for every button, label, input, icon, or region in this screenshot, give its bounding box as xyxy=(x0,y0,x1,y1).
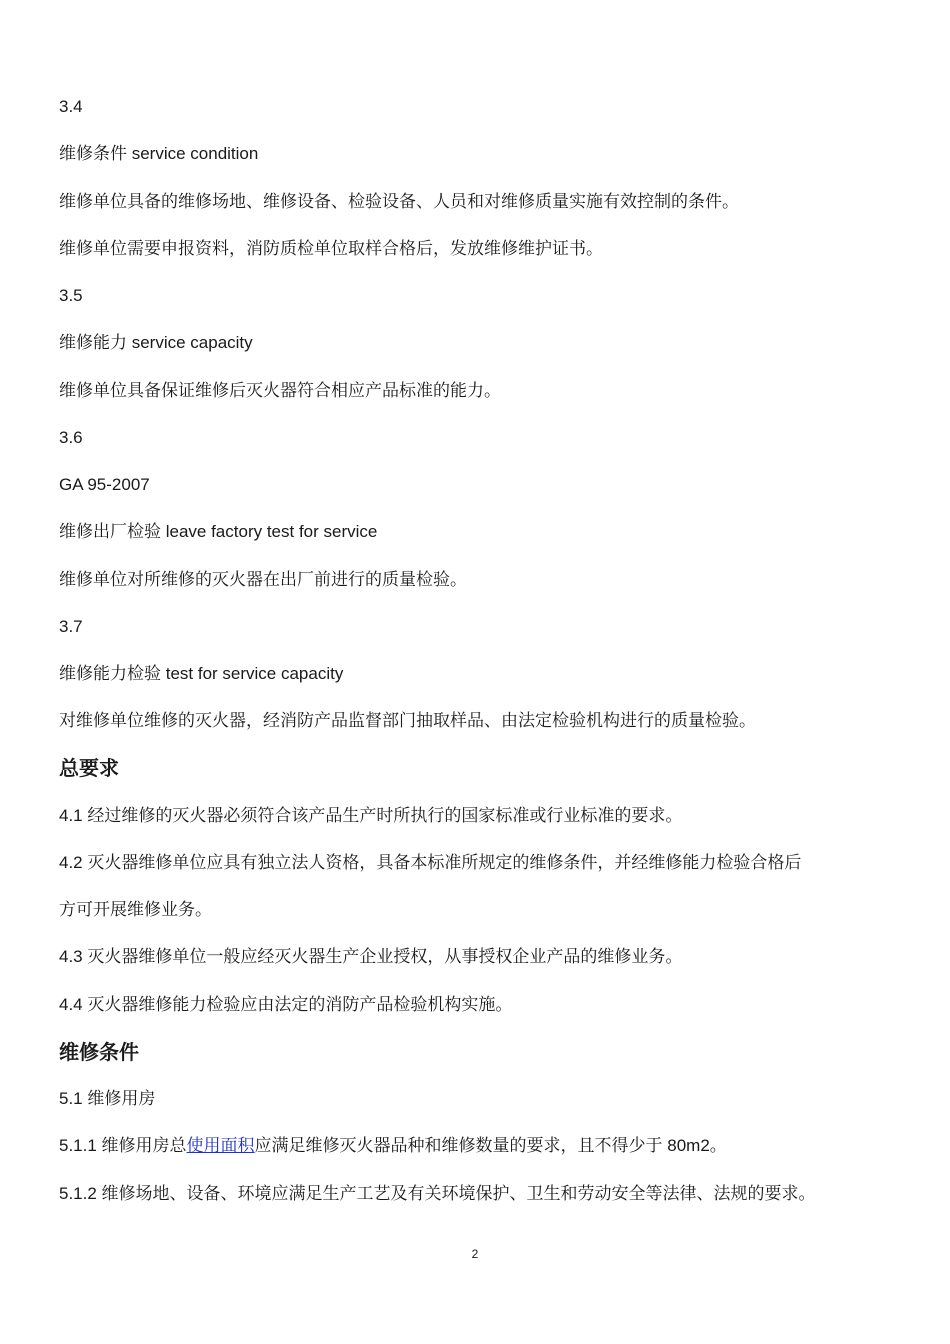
clause-number-3-7: 3.7 xyxy=(59,617,83,636)
clause-number-3-4: 3.4 xyxy=(59,97,83,116)
definition-leave-factory-test: 维修单位对所维修的灭火器在出厂前进行的质量检验。 xyxy=(59,570,467,589)
section-heading-service-conditions: 维修条件 xyxy=(59,1042,139,1064)
section-heading-general-requirements: 总要求 xyxy=(59,758,119,780)
clause-5-1-1 xyxy=(59,1134,727,1158)
definition-service-condition: 维修单位具备的维修场地、维修设备、检验设备、人员和对维修质量实施有效控制的条件。 xyxy=(59,192,739,211)
requirement-4-2: 4.2 灭火器维修单位应具有独立法人资格，具备本标准所规定的维修条件，并经维修能力检验合格后 xyxy=(59,853,802,872)
requirement-4-2-continued: 方可开展维修业务。 xyxy=(59,900,212,919)
clause-number-3-5: 3.5 xyxy=(59,286,83,305)
requirement-4-3: 4.3 灭火器维修单位一般应经灭火器生产企业授权，从事授权企业产品的维修业务。 xyxy=(59,947,683,966)
clause-5-1-2: 5.1.2 维修场地、设备、环境应满足生产工艺及有关环境保护、卫生和劳动安全等法律、法规的要求。 xyxy=(59,1184,816,1203)
clause-5-1-1-text-start: 5.1.1 维修用房总 xyxy=(59,1136,187,1155)
clause-5-1-1-text-end: 应满足维修灭火器品种和维修数量的要求，且不得少于 80m2。 xyxy=(254,1136,727,1155)
requirement-4-4: 4.4 灭火器维修能力检验应由法定的消防产品检验机构实施。 xyxy=(59,995,513,1014)
term-service-capacity: 维修能力 service capacity xyxy=(59,333,253,352)
term-test-for-service-capacity: 维修能力检验 test for service capacity xyxy=(59,664,344,683)
term-service-condition: 维修条件 service condition xyxy=(59,144,259,163)
clause-number-3-6: 3.6 xyxy=(59,428,83,447)
definition-service-capacity: 维修单位具备保证维修后灭火器符合相应产品标准的能力。 xyxy=(59,381,501,400)
usable-area-link[interactable]: 使用面积 xyxy=(186,1136,255,1155)
term-leave-factory-test: 维修出厂检验 leave factory test for service xyxy=(59,522,378,541)
requirement-4-1: 4.1 经过维修的灭火器必须符合该产品生产时所执行的国家标准或行业标准的要求。 xyxy=(59,806,683,825)
page-number: 2 xyxy=(471,1247,479,1261)
standard-reference: GA 95-2007 xyxy=(59,475,150,494)
note-service-condition: 维修单位需要申报资料，消防质检单位取样合格后，发放维修维护证书。 xyxy=(59,239,603,258)
definition-test-for-service-capacity: 对维修单位维修的灭火器，经消防产品监督部门抽取样品、由法定检验机构进行的质量检验。 xyxy=(59,711,756,730)
clause-5-1-title: 5.1 维修用房 xyxy=(59,1089,156,1108)
